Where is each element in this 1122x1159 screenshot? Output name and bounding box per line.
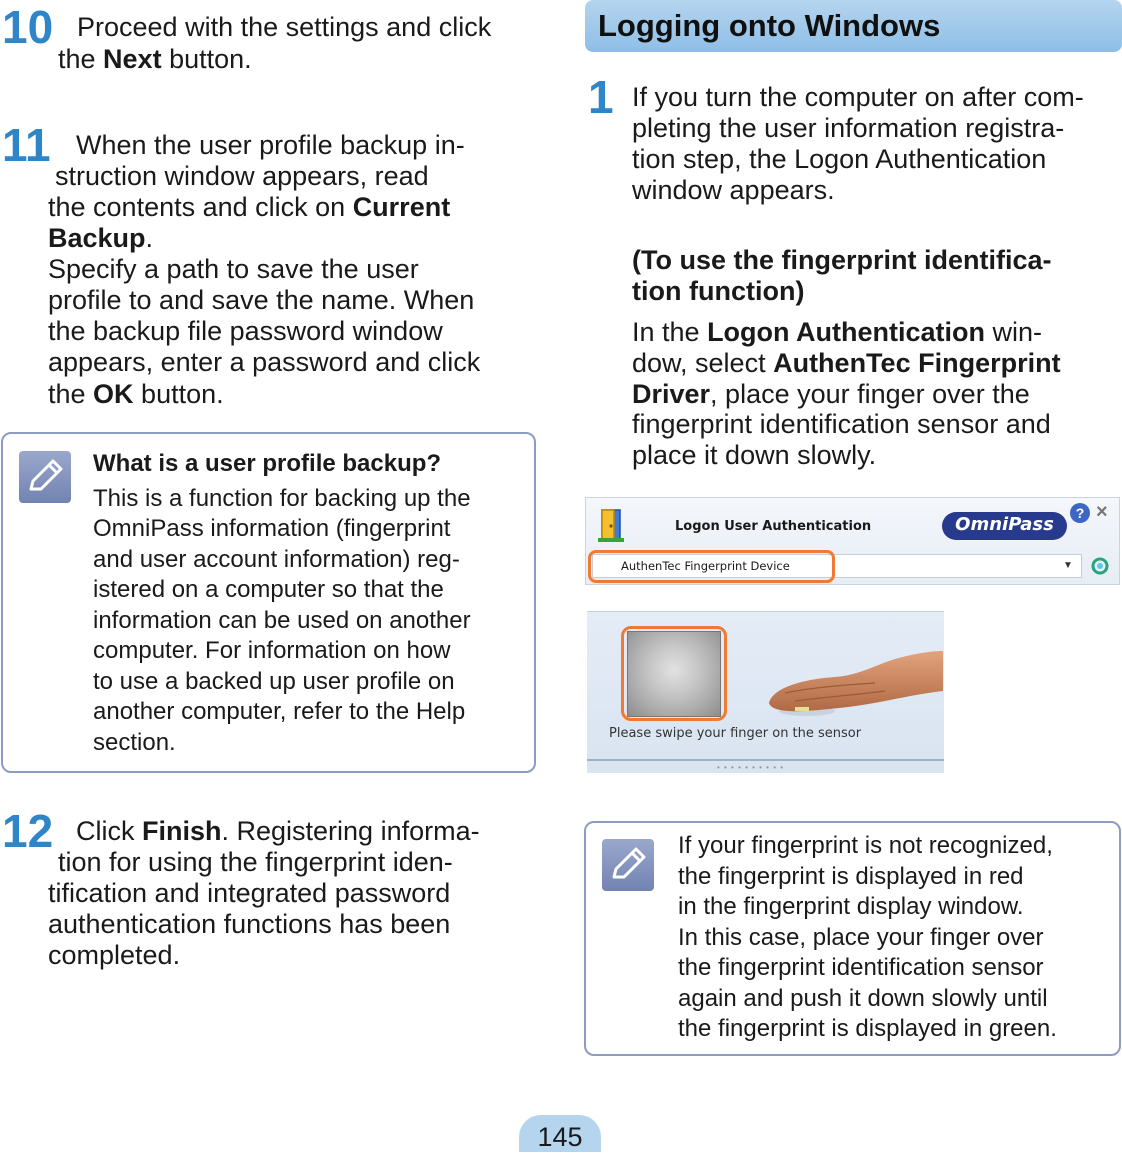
- note-line: in the fingerprint display window.: [678, 893, 1024, 920]
- step-text-line: dow, select AuthenTec Fingerprint: [632, 348, 1061, 378]
- note-title: What is a user profile backup?: [93, 450, 442, 477]
- logon-window-screenshot: [585, 497, 1120, 585]
- note-line: another computer, refer to the Help: [93, 698, 466, 725]
- step-text-line: Proceed with the settings and click: [77, 12, 492, 42]
- note-pencil-icon: [19, 451, 71, 503]
- step-text-line: authentication functions has been: [48, 909, 451, 939]
- page-number: 145: [519, 1115, 601, 1152]
- step-text-line: Driver, place your finger over the: [632, 379, 1030, 409]
- subheading: tion function): [632, 276, 805, 306]
- note-line: computer. For information on how: [93, 637, 451, 664]
- device-dropdown-value: AuthenTec Fingerprint Device: [621, 559, 790, 573]
- refresh-icon[interactable]: [1090, 556, 1110, 576]
- panel-top-border: [587, 611, 944, 612]
- subheading: (To use the fingerprint identifica-: [632, 245, 1052, 275]
- highlight-ring: [588, 550, 835, 583]
- step-text-line: the backup file password window: [48, 316, 443, 346]
- note-line: the fingerprint is displayed in red: [678, 863, 1024, 890]
- step-text-line: completed.: [48, 940, 181, 970]
- step-text-line: In the Logon Authentication win-: [632, 317, 1043, 347]
- divider: [587, 759, 944, 761]
- step-number: 10: [2, 1, 54, 53]
- door-icon: [596, 508, 626, 544]
- note-line: and user account information) reg-: [93, 546, 460, 573]
- step-text-line: window appears.: [632, 175, 835, 205]
- swipe-panel-screenshot: [587, 611, 944, 773]
- step-text-line: Backup.: [48, 223, 154, 253]
- step-text-line: When the user profile backup in-: [76, 130, 465, 160]
- step-text-line: Specify a path to save the user: [48, 254, 419, 284]
- note-box-fingerprint-retry: [584, 821, 1121, 1056]
- step-text-line: tification and integrated password: [48, 878, 451, 908]
- note-line: This is a function for backing up the: [93, 485, 471, 512]
- step-number: 11: [2, 119, 51, 171]
- note-box-profile-backup: [1, 432, 536, 773]
- step-text-line: fingerprint identification sensor and: [632, 409, 1051, 439]
- step-text-line: pleting the user information registra-: [632, 113, 1065, 143]
- help-icon[interactable]: ?: [1070, 503, 1090, 523]
- note-line: to use a backed up user profile on: [93, 668, 455, 695]
- note-line: the fingerprint is displayed in green.: [678, 1015, 1057, 1042]
- section-header: Logging onto Windows: [585, 0, 1122, 52]
- step-text-line: If you turn the computer on after com-: [632, 82, 1084, 112]
- resize-grip-icon[interactable]: • • • • • • • • • •: [717, 763, 785, 772]
- step-text-line: appears, enter a password and click: [48, 347, 481, 377]
- note-line: the fingerprint identification sensor: [678, 954, 1044, 981]
- note-pencil-icon: [602, 839, 654, 891]
- step-text-line: struction window appears, read: [55, 161, 429, 191]
- note-line: again and push it down slowly until: [678, 985, 1048, 1012]
- chevron-down-icon[interactable]: ▼: [1063, 560, 1073, 571]
- step-text-line: Click Finish. Registering informa-: [76, 816, 480, 846]
- step-text-line: profile to and save the name. When: [48, 285, 475, 315]
- window-title: Logon User Authentication: [675, 519, 872, 534]
- note-line: section.: [93, 729, 176, 756]
- step-text-line: place it down slowly.: [632, 440, 877, 470]
- step-text-line: the contents and click on Current: [48, 192, 451, 222]
- note-line: istered on a computer so that the: [93, 576, 444, 603]
- hand-icon: [765, 643, 943, 723]
- note-line: OmniPass information (fingerprint: [93, 515, 451, 542]
- step-text-line: the Next button.: [58, 44, 252, 74]
- step-text-line: tion step, the Logon Authentication: [632, 144, 1047, 174]
- omnipass-logo: OmniPass: [942, 512, 1067, 540]
- step-text-line: tion for using the fingerprint iden-: [58, 847, 453, 877]
- note-line: information can be used on another: [93, 607, 471, 634]
- close-icon[interactable]: ×: [1096, 501, 1108, 523]
- swipe-instruction: Please swipe your finger on the sensor: [609, 726, 862, 741]
- note-line: If your fingerprint is not recognized,: [678, 832, 1053, 859]
- highlight-ring: [621, 626, 727, 721]
- step-number: 12: [2, 805, 54, 857]
- step-text-line: the OK button.: [48, 379, 224, 409]
- step-number: 1: [588, 71, 614, 123]
- note-line: In this case, place your finger over: [678, 924, 1044, 951]
